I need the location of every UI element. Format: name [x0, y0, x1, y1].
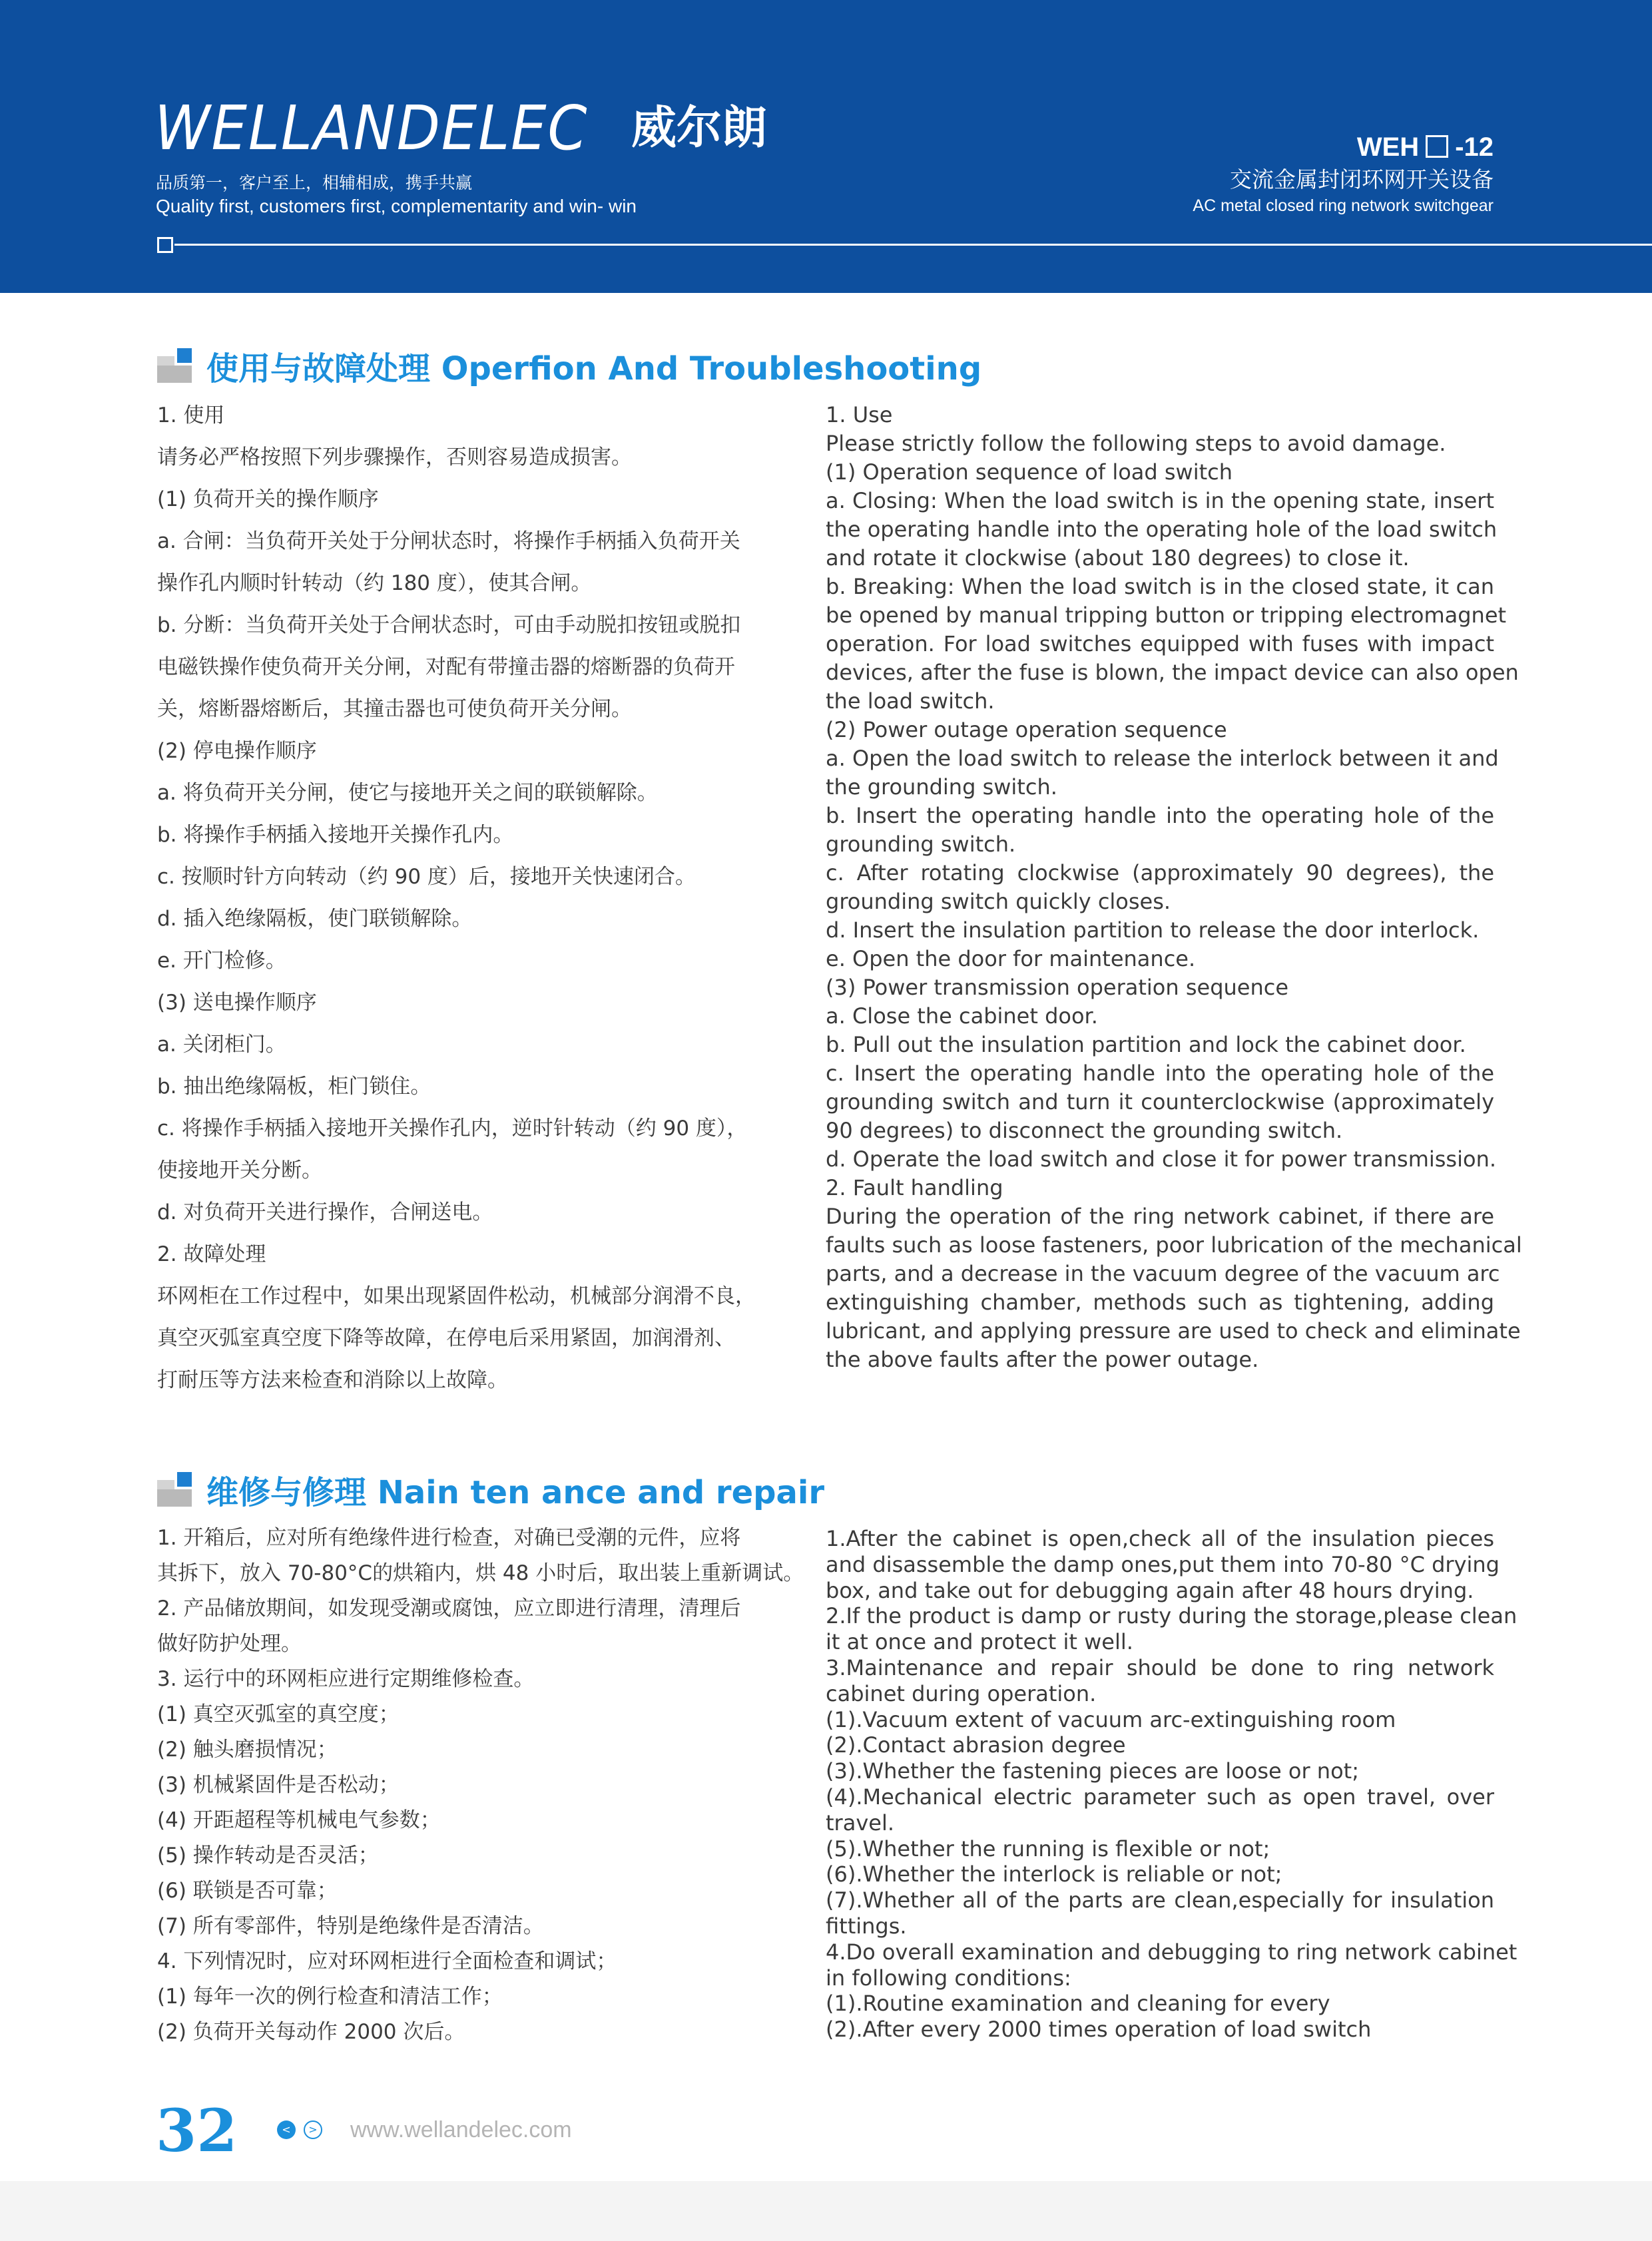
text-line: 1. 使用 [157, 403, 225, 427]
text-line: 做好防护处理。 [157, 1632, 302, 1656]
text-line: 打耐压等方法来检查和消除以上故障。 [157, 1368, 508, 1392]
previous-page-icon[interactable]: < [277, 2120, 296, 2139]
text-line: a. 关闭柜门。 [157, 1033, 286, 1057]
section-heading-operation: 使用与故障处理 Operfion And Troubleshooting [206, 350, 982, 387]
text-line: cabinet during operation. [826, 1680, 1097, 1706]
text-line: 3. 运行中的环网柜应进行定期维修检查。 [157, 1667, 535, 1691]
model-prefix: WEH [1356, 132, 1420, 162]
text-line: (7) 所有零部件，特别是绝缘件是否清洁。 [157, 1914, 544, 1938]
text-line: a. 合闸：当负荷开关处于分闸状态时，将操作手柄插入负荷开关 [157, 529, 740, 553]
operation-chinese-text [157, 395, 796, 1401]
text-line: (6).Whether the interlock is reliable or not; [826, 1862, 1282, 1887]
text-line: travel. [826, 1810, 894, 1836]
text-line: (6) 联锁是否可靠； [157, 1879, 338, 1903]
text-line: it at once and protect it well. [826, 1629, 1133, 1655]
text-line: 操作孔内顺时针转动（约 180 度），使其合闸。 [157, 571, 592, 595]
text-line: a. 将负荷开关分闸，使它与接地开关之间的联锁解除。 [157, 781, 658, 805]
text-line: 90 degrees) to disconnect the grounding switch. [826, 1118, 1343, 1143]
text-line: 1. 开箱后，应对所有绝缘件进行检查，对确已受潮的元件，应将 [157, 1526, 741, 1550]
text-line: c. Insert the operating handle into the operating hole of the [826, 1061, 1494, 1086]
text-line: parts, and a decrease in the vacuum degree of the vacuum arc [826, 1261, 1500, 1286]
model-suffix: -12 [1455, 132, 1494, 162]
text-line: 电磁铁操作使负荷开关分闸，对配有带撞击器的熔断器的负荷开 [157, 655, 735, 679]
maintenance-english-text [826, 1526, 1517, 2043]
product-name-english: AC metal closed ring network switchgear [1193, 196, 1494, 215]
text-line: 环网柜在工作过程中，如果出现紧固件松动，机械部分润滑不良， [157, 1284, 756, 1308]
text-line: (4).Mechanical electric parameter such as open travel, over [826, 1784, 1494, 1810]
text-line: be opened by manual tripping button or tripping electromagnet [826, 603, 1507, 628]
text-line: 使接地开关分断。 [157, 1158, 322, 1182]
text-line: the above faults after the power outage. [826, 1347, 1259, 1372]
text-line: Please strictly follow the following steps to avoid damage. [826, 431, 1446, 456]
text-line: b. Insert the operating handle into the operating hole of the [826, 803, 1494, 828]
bottom-bar [0, 2181, 1652, 2241]
maintenance-chinese-text [157, 1521, 804, 2050]
text-line: 1. Use [826, 402, 893, 427]
text-line: 1.After the cabinet is open,check all of the insulation pieces [826, 1526, 1494, 1551]
text-line: fittings. [826, 1913, 907, 1939]
text-line: 其拆下，放入 70-80°C的烘箱内，烘 48 小时后，取出装上重新调试。 [157, 1561, 804, 1585]
text-line: c. After rotating clockwise (approximately 90 degrees), the [826, 860, 1494, 885]
text-line: e. 开门检修。 [157, 949, 286, 973]
text-line: (1) 负荷开关的操作顺序 [157, 487, 379, 511]
text-line: 3.Maintenance and repair should be done to ring network [826, 1654, 1494, 1680]
text-line: (1) 真空灭弧室的真空度； [157, 1702, 400, 1726]
header-banner [0, 0, 1652, 293]
text-line: 2. Fault handling [826, 1175, 1003, 1200]
section-title-operation [157, 342, 981, 389]
section-title-maintenance [157, 1466, 824, 1513]
text-line: in following conditions: [826, 1965, 1071, 1991]
text-line: d. 插入绝缘隔板，使门联锁解除。 [157, 907, 473, 931]
text-line: devices, after the fuse is blown, the impact device can also open [826, 660, 1519, 685]
text-line: (3) 机械紧固件是否松动； [157, 1773, 400, 1797]
text-line: (4) 开距超程等机械电气参数； [157, 1808, 441, 1832]
model-placeholder-box-icon [1426, 135, 1448, 158]
text-line: (2) 停电操作顺序 [157, 739, 317, 763]
next-page-icon[interactable]: > [304, 2120, 322, 2139]
text-line: b. 分断：当负荷开关处于合闸状态时，可由手动脱扣按钮或脱扣 [157, 613, 741, 637]
text-line: (1) Operation sequence of load switch [826, 459, 1233, 485]
model-number [1357, 130, 1494, 164]
slogan-chinese: 品质第一，客户至上，相辅相成，携手共赢 [156, 173, 473, 192]
slogan-english: Quality first, customers first, complementarity and win- win [156, 196, 637, 216]
text-line: (2) 触头磨损情况； [157, 1738, 338, 1762]
text-line: d. Operate the load switch and close it for power transmission. [826, 1146, 1497, 1172]
text-line: the load switch. [826, 688, 995, 714]
text-line: 2. 故障处理 [157, 1242, 266, 1266]
text-line: 2.If the product is damp or rusty during the storage,please clean [826, 1603, 1517, 1629]
text-line: (1).Vacuum extent of vacuum arc-extinguishing room [826, 1706, 1396, 1732]
header-divider [174, 244, 1652, 246]
text-line: (1) 每年一次的例行检查和清洁工作； [157, 1985, 503, 2009]
text-line: operation. For load switches equipped with fuses with impact [826, 631, 1494, 656]
text-line: and disassemble the damp ones,put them into 70-80 °C drying [826, 1551, 1500, 1577]
text-line: (2) 负荷开关每动作 2000 次后。 [157, 2020, 465, 2044]
text-line: box, and take out for debugging again after 48 hours drying. [826, 1577, 1474, 1603]
text-line: the grounding switch. [826, 774, 1057, 800]
section-marker-icon [157, 1472, 192, 1507]
logo-chinese-name: 威尔朗 [631, 102, 767, 154]
logo-wordmark: WELLANDELEC [154, 93, 589, 164]
text-line: (7).Whether all of the parts are clean,especially for insulation [826, 1887, 1494, 1913]
text-line: a. Open the load switch to release the interlock between it and [826, 746, 1499, 771]
text-line: 关，熔断器熔断后，其撞击器也可使负荷开关分闸。 [157, 697, 632, 721]
text-line: b. 将操作手柄插入接地开关操作孔内。 [157, 823, 514, 847]
text-line: (3) 送电操作顺序 [157, 991, 317, 1015]
website-link[interactable]: www.wellandelec.com [350, 2117, 572, 2142]
text-line: During the operation of the ring network cabinet, if there are [826, 1204, 1494, 1229]
text-line: 请务必严格按照下列步骤操作，否则容易造成损害。 [157, 445, 632, 469]
text-line: a. Closing: When the load switch is in the opening state, insert [826, 488, 1494, 513]
text-line: (5).Whether the running is flexible or not; [826, 1836, 1270, 1862]
text-line: (2).Contact abrasion degree [826, 1732, 1126, 1758]
text-line: 4. 下列情况时，应对环网柜进行全面检查和调试； [157, 1949, 617, 1973]
text-line: grounding switch and turn it counterclockwise (approximately [826, 1089, 1494, 1115]
text-line: (2).After every 2000 times operation of load switch [826, 2017, 1372, 2043]
text-line: c. 按顺时针方向转动（约 90 度）后，接地开关快速闭合。 [157, 865, 696, 889]
text-line: (1).Routine examination and cleaning for every [826, 1991, 1330, 2017]
header-square-icon [157, 237, 173, 253]
product-name-chinese: 交流金属封闭环网开关设备 [1230, 166, 1494, 192]
text-line: (3) Power transmission operation sequence [826, 975, 1289, 1000]
text-line: d. Insert the insulation partition to release the door interlock. [826, 917, 1480, 943]
text-line: grounding switch quickly closes. [826, 889, 1171, 914]
text-line: b. Pull out the insulation partition and lock the cabinet door. [826, 1032, 1466, 1057]
text-line: (3).Whether the fastening pieces are loose or not; [826, 1758, 1359, 1784]
text-line: (5) 操作转动是否灵活； [157, 1844, 379, 1868]
text-line: c. 将操作手柄插入接地开关操作孔内，逆时针转动（约 90 度）， [157, 1117, 748, 1140]
text-line: 真空灭弧室真空度下降等故障，在停电后采用紧固，加润滑剂、 [157, 1326, 735, 1350]
text-line: 4.Do overall examination and debugging to ring network cabinet [826, 1939, 1517, 1965]
brand-logo [154, 92, 767, 165]
text-line: faults such as loose fasteners, poor lubrication of the mechanical [826, 1232, 1522, 1258]
text-line: d. 对负荷开关进行操作，合闸送电。 [157, 1200, 493, 1224]
text-line: b. 抽出绝缘隔板，柜门锁住。 [157, 1075, 431, 1099]
operation-english-text [826, 401, 1522, 1374]
text-line: grounding switch. [826, 832, 1016, 857]
text-line: lubricant, and applying pressure are used to check and eliminate [826, 1318, 1521, 1344]
text-line: a. Close the cabinet door. [826, 1003, 1098, 1029]
text-line: extinguishing chamber, methods such as tightening, adding [826, 1290, 1494, 1315]
text-line: the operating handle into the operating hole of the load switch [826, 517, 1498, 542]
page-number: 32 [156, 2096, 238, 2165]
text-line: 2. 产品储放期间，如发现受潮或腐蚀，应立即进行清理，清理后 [157, 1597, 741, 1620]
text-line: (2) Power outage operation sequence [826, 717, 1227, 742]
text-line: b. Breaking: When the load switch is in the closed state, it can [826, 574, 1494, 599]
section-heading-maintenance: 维修与修理 Nain ten ance and repair [206, 1473, 825, 1511]
text-line: e. Open the door for maintenance. [826, 946, 1196, 971]
text-line: and rotate it clockwise (about 180 degrees) to close it. [826, 545, 1410, 571]
section-marker-icon [157, 348, 192, 383]
